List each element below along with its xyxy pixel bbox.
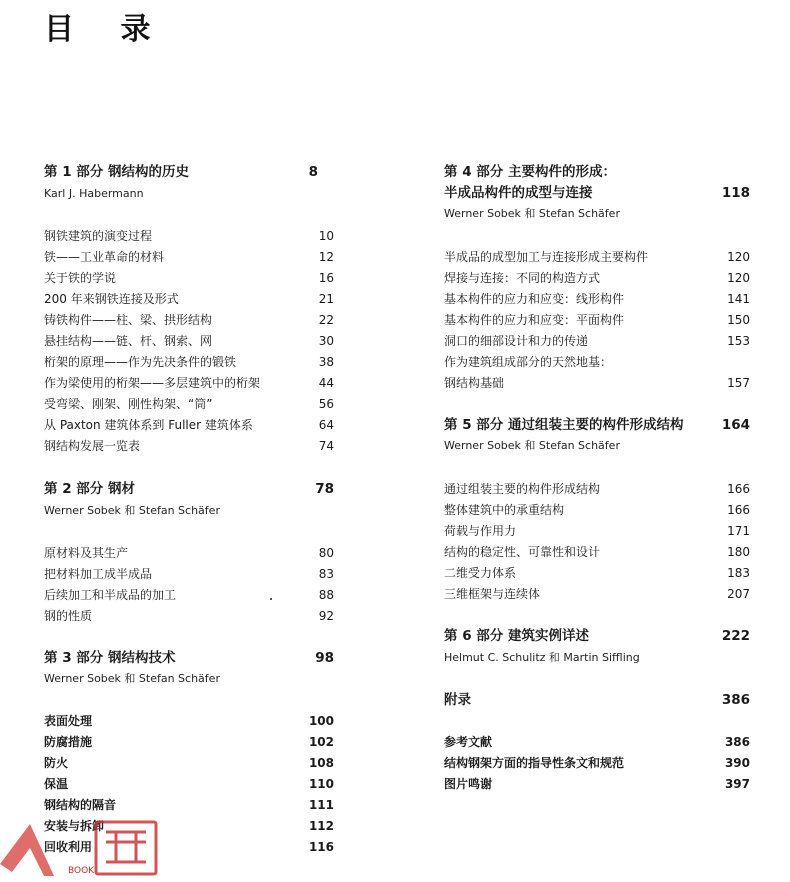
toc-entry[interactable]: 从 Paxton 建筑体系到 Fuller 建筑体系 64: [44, 418, 334, 432]
part-title: 半成品构件的成型与连接: [444, 185, 593, 201]
logo-seal-icon: [96, 822, 156, 874]
part-page: 222: [721, 628, 750, 644]
toc-part-4-line1[interactable]: 第 4 部分 主要构件的形成：: [444, 164, 616, 180]
toc-entry[interactable]: 图片鸣谢 397: [444, 777, 750, 791]
toc-entry[interactable]: 钢铁建筑的演变过程 10: [44, 229, 334, 243]
toc-entry[interactable]: 钢结构发展一览表 74: [44, 439, 334, 453]
toc-entry[interactable]: 半成品的成型加工与连接形成主要构件 120: [444, 250, 750, 264]
toc-entry[interactable]: 回收利用 116: [44, 840, 334, 854]
toc-part-6[interactable]: [444, 628, 750, 644]
toc-entry[interactable]: 关于铁的学说 16: [44, 271, 334, 285]
toc-entry[interactable]: 三维框架与连续体 207: [444, 587, 750, 601]
part-page: 164: [721, 417, 750, 433]
toc-entry[interactable]: 悬挂结构——链、杆、钢索、网 30: [44, 334, 334, 348]
toc-entry[interactable]: 基本构件的应力和应变：线形构件 141: [444, 292, 750, 306]
toc-part-3[interactable]: [44, 650, 334, 666]
part-author: Werner Sobek 和 Stefan Schäfer: [444, 439, 620, 452]
toc-entry[interactable]: 作为梁使用的桁架——多层建筑中的桁架 44: [44, 376, 334, 390]
part-author: Karl J. Habermann: [44, 187, 144, 200]
part-title: 附录: [444, 692, 471, 708]
toc-entry[interactable]: 受弯梁、刚架、刚性构架、“筒” 56: [44, 397, 334, 411]
part-author: Werner Sobek 和 Stefan Schäfer: [44, 672, 220, 685]
part-page: 78: [315, 481, 334, 497]
part-title: 第 3 部分 钢结构技术: [44, 650, 176, 666]
toc-part-4[interactable]: [444, 185, 750, 201]
part-title: 第 5 部分 通过组装主要的构件形成结构: [444, 417, 684, 433]
toc-entry[interactable]: 二维受力体系 183: [444, 566, 750, 580]
toc-part-1[interactable]: [44, 164, 334, 180]
part-author: Helmut C. Schulitz 和 Martin Siffling: [444, 651, 640, 664]
part-title: 第 1 部分 钢结构的历史: [44, 164, 189, 180]
toc-entry[interactable]: 钢结构的隔音 111: [44, 798, 334, 812]
toc-entry[interactable]: 桁架的原理——作为先决条件的锻铁 38: [44, 355, 334, 369]
toc-entry[interactable]: 结构的稳定性、可靠性和设计 180: [444, 545, 750, 559]
part-page: 386: [721, 692, 750, 708]
toc-entry[interactable]: 表面处理 100: [44, 714, 334, 728]
toc-entry[interactable]: 后续加工和半成品的加工 88: [44, 588, 334, 602]
part-title: 第 6 部分 建筑实例详述: [444, 628, 589, 644]
toc-entry[interactable]: 原材料及其生产 80: [44, 546, 334, 560]
part-page: 118: [721, 185, 750, 201]
logo-triangle-icon: [0, 824, 54, 876]
logo-text: BOOK: [68, 866, 95, 876]
toc-part-5[interactable]: [444, 417, 750, 433]
toc-entry[interactable]: 铸铁构件——柱、梁、拱形结构 22: [44, 313, 334, 327]
toc-entry[interactable]: 结构钢架方面的指导性条文和规范 390: [444, 756, 750, 770]
toc-entry[interactable]: 防腐措施 102: [44, 735, 334, 749]
toc-entry[interactable]: 基本构件的应力和应变：平面构件 150: [444, 313, 750, 327]
toc-entry[interactable]: 把材料加工成半成品 83: [44, 567, 334, 581]
part-page: 98: [315, 650, 334, 666]
toc-entry[interactable]: 铁——工业革命的材料 12: [44, 250, 334, 264]
toc-entry[interactable]: 焊接与连接：不同的构造方式 120: [444, 271, 750, 285]
part-page: 8: [308, 164, 318, 180]
toc-part-2[interactable]: [44, 481, 334, 497]
toc-entry[interactable]: 保温 110: [44, 777, 334, 791]
part-title: 第 2 部分 钢材: [44, 481, 135, 497]
toc-entry[interactable]: 200 年来钢铁连接及形式 21: [44, 292, 334, 306]
scan-speck: [270, 598, 272, 600]
toc-entry[interactable]: 安装与拆卸 112: [44, 819, 334, 833]
toc-entry[interactable]: 钢结构基础 157: [444, 376, 750, 390]
toc-entry[interactable]: 作为建筑组成部分的天然地基：: [444, 355, 613, 369]
toc-entry[interactable]: 洞口的细部设计和力的传递 153: [444, 334, 750, 348]
toc-entry[interactable]: 荷载与作用力 171: [444, 524, 750, 538]
part-author: Werner Sobek 和 Stefan Schäfer: [444, 207, 620, 220]
toc-entry[interactable]: 参考文献 386: [444, 735, 750, 749]
part-author: Werner Sobek 和 Stefan Schäfer: [44, 504, 220, 517]
toc-entry[interactable]: 整体建筑中的承重结构 166: [444, 503, 750, 517]
toc-entry[interactable]: 防火 108: [44, 756, 334, 770]
toc-entry[interactable]: 通过组装主要的构件形成结构 166: [444, 482, 750, 496]
toc-entry[interactable]: 钢的性质 92: [44, 609, 334, 623]
page-title: 目 录: [44, 12, 169, 47]
toc-appendix[interactable]: [444, 692, 750, 708]
